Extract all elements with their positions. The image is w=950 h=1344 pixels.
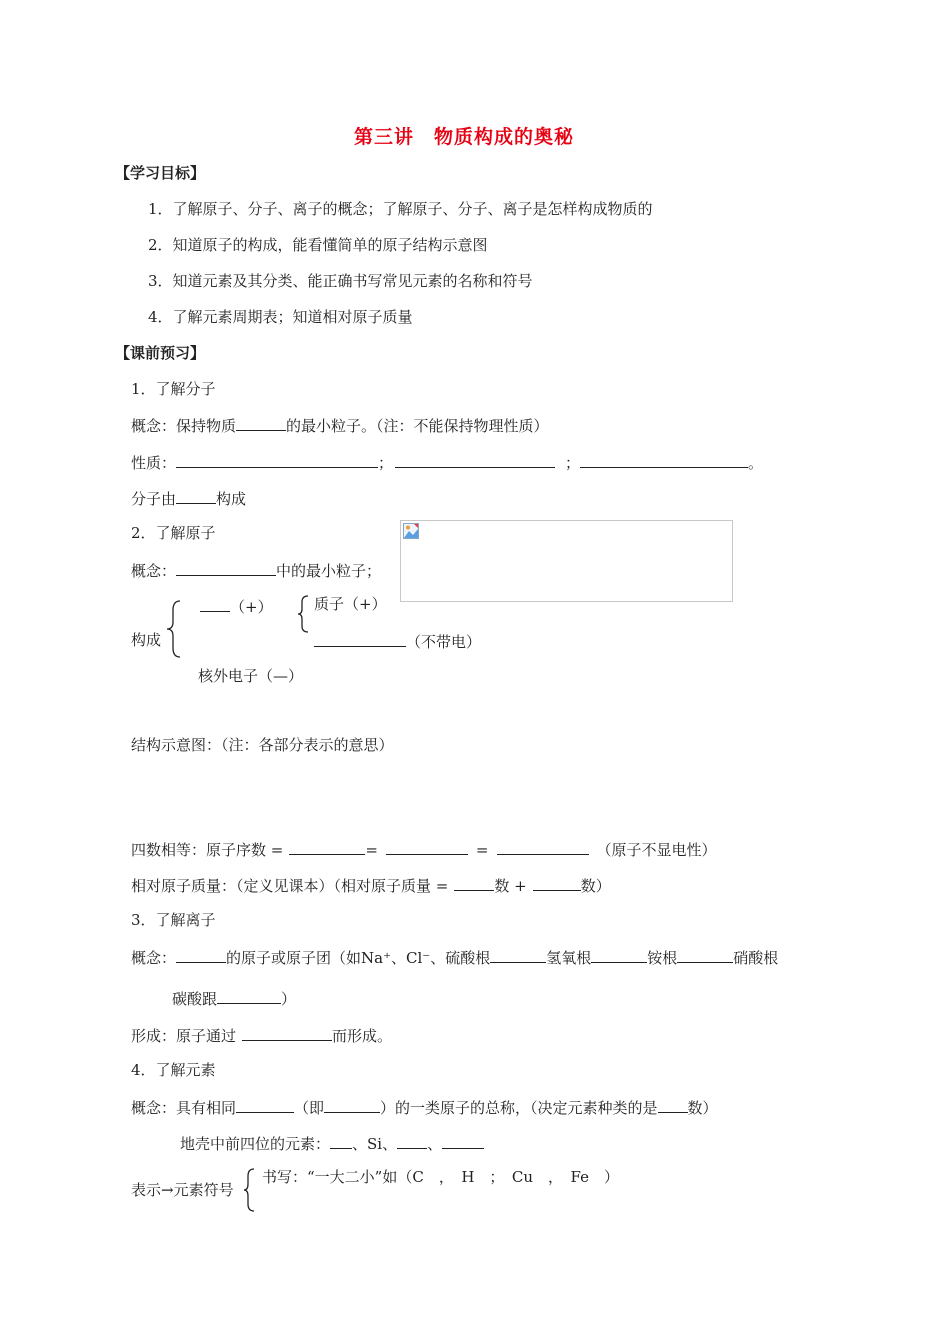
preview-heading: 【课前预习】 <box>115 344 206 362</box>
fill-blank[interactable] <box>454 874 494 891</box>
ion-heading: 3．了解离子 <box>131 911 216 929</box>
neutron-label: （不带电） <box>406 633 482 651</box>
fill-blank[interactable] <box>330 1132 352 1149</box>
fill-blank[interactable] <box>176 559 276 576</box>
goal-item: 2．知道原子的构成，能看懂简单的原子结构示意图 <box>148 236 488 254</box>
ion-hydroxide: 氢氧根 <box>546 949 592 967</box>
fill-blank[interactable] <box>176 487 216 504</box>
left-brace-icon <box>243 1168 257 1212</box>
nucleus-row <box>200 595 273 617</box>
fill-blank[interactable] <box>533 874 581 891</box>
proton-label: 质子（+） <box>314 595 387 613</box>
four-equal-row <box>131 838 717 860</box>
molecule-made-text: 构成 <box>216 490 247 508</box>
ion-ammonium: 铵根 <box>647 949 678 967</box>
ion-concept-text: 概念： <box>131 949 177 967</box>
molecule-heading: 1．了解分子 <box>131 380 216 398</box>
fill-blank[interactable] <box>490 946 546 963</box>
molecule-properties <box>131 451 763 473</box>
relative-mass-text: 相对原子质量：（定义见课本）（相对原子质量 = <box>131 877 449 895</box>
separator: ； <box>378 454 394 472</box>
fill-blank[interactable] <box>242 1024 332 1041</box>
left-brace-icon <box>296 595 312 633</box>
fill-blank[interactable] <box>580 451 748 468</box>
page-title: 第三讲 物质构成的奥秘 <box>354 126 575 148</box>
fill-blank[interactable] <box>677 946 733 963</box>
fill-blank[interactable] <box>658 1096 688 1113</box>
fill-blank[interactable] <box>497 838 589 855</box>
goal-item: 3．知道元素及其分类、能正确书写常见元素的名称和符号 <box>148 272 533 290</box>
fill-blank[interactable] <box>386 838 468 855</box>
relative-mass-text: 数） <box>580 877 611 895</box>
four-equal-text: 四数相等：原子序数 = <box>131 841 284 859</box>
molecule-concept-text: 的最小粒子。（注：不能保持物理性质） <box>286 417 549 435</box>
fill-blank[interactable] <box>236 414 286 431</box>
ion-concept <box>131 946 778 968</box>
atom-heading: 2．了解原子 <box>131 524 216 542</box>
fill-blank[interactable] <box>591 946 647 963</box>
represent-label: 表示→元素符号 <box>131 1181 234 1199</box>
fill-blank[interactable] <box>314 630 406 647</box>
goal-item: 1．了解原子、分子、离子的概念；了解原子、分子、离子是怎样构成物质的 <box>148 200 653 218</box>
ion-concept-text: 的原子或原子团（如Na⁺、Cl⁻、硫酸根 <box>226 949 491 967</box>
crust-text: 、Si、 <box>352 1135 398 1153</box>
fill-blank[interactable] <box>395 451 555 468</box>
fill-blank[interactable] <box>289 838 365 855</box>
relative-mass-row <box>131 874 611 896</box>
ion-close: ） <box>281 990 297 1008</box>
period: 。 <box>748 454 764 472</box>
fill-blank[interactable] <box>200 595 230 612</box>
structure-diagram-label: 结构示意图：（注：各部分表示的意思） <box>131 736 394 754</box>
relative-mass-text: 数 + <box>494 877 527 895</box>
separator: ； <box>565 454 581 472</box>
goal-item: 4．了解元素周期表；知道相对原子质量 <box>148 308 413 326</box>
ion-formation-text: 形成：原子通过 <box>131 1027 237 1045</box>
ion-carbonate-row <box>172 987 296 1009</box>
goals-heading: 【学习目标】 <box>115 164 206 182</box>
molecule-concept-text: 概念：保持物质 <box>131 417 237 435</box>
element-concept-text: ）的一类原子的总称，（决定元素种类的是 <box>380 1099 658 1117</box>
atom-concept-text: 概念： <box>131 562 177 580</box>
nucleus-charge: （+） <box>230 598 273 616</box>
molecule-made-text: 分子由 <box>131 490 177 508</box>
element-concept-text: 概念：具有相同 <box>131 1099 237 1117</box>
ion-formation-text: 而形成。 <box>332 1027 393 1045</box>
fill-blank[interactable] <box>236 1096 294 1113</box>
writing-rule: 书写：“一大二小”如（C ， H ； Cu ， Fe ） <box>262 1168 619 1186</box>
atom-concept <box>131 559 381 581</box>
properties-label: 性质： <box>131 454 177 472</box>
molecule-concept <box>131 414 549 436</box>
broken-image-icon <box>403 523 419 539</box>
neutron-row <box>314 630 481 652</box>
equals-sign: = <box>365 841 378 859</box>
molecule-composition <box>131 487 246 509</box>
element-concept-text: 数） <box>687 1099 718 1117</box>
fill-blank[interactable] <box>217 987 281 1004</box>
element-concept <box>131 1096 718 1118</box>
atom-concept-text: 中的最小粒子； <box>276 562 382 580</box>
equals-sign: = <box>475 841 489 859</box>
fill-blank[interactable] <box>442 1132 484 1149</box>
fill-blank[interactable] <box>324 1096 380 1113</box>
atom-image-placeholder <box>400 520 733 602</box>
ion-carbonate: 碳酸跟 <box>172 990 218 1008</box>
crust-separator: 、 <box>427 1135 443 1153</box>
crust-text: 地壳中前四位的元素： <box>180 1135 331 1153</box>
fill-blank[interactable] <box>176 451 378 468</box>
neutral-note: （原子不显电性） <box>596 841 717 859</box>
crust-elements-row <box>180 1132 484 1154</box>
fill-blank[interactable] <box>176 946 226 963</box>
compose-label: 构成 <box>131 631 162 649</box>
ion-nitrate: 硝酸根 <box>733 949 779 967</box>
element-concept-text: （即 <box>294 1099 325 1117</box>
fill-blank[interactable] <box>397 1132 427 1149</box>
ion-formation <box>131 1024 392 1046</box>
element-heading: 4．了解元素 <box>131 1061 216 1079</box>
electron-label: 核外电子（—） <box>198 667 304 685</box>
left-brace-icon <box>165 600 185 658</box>
